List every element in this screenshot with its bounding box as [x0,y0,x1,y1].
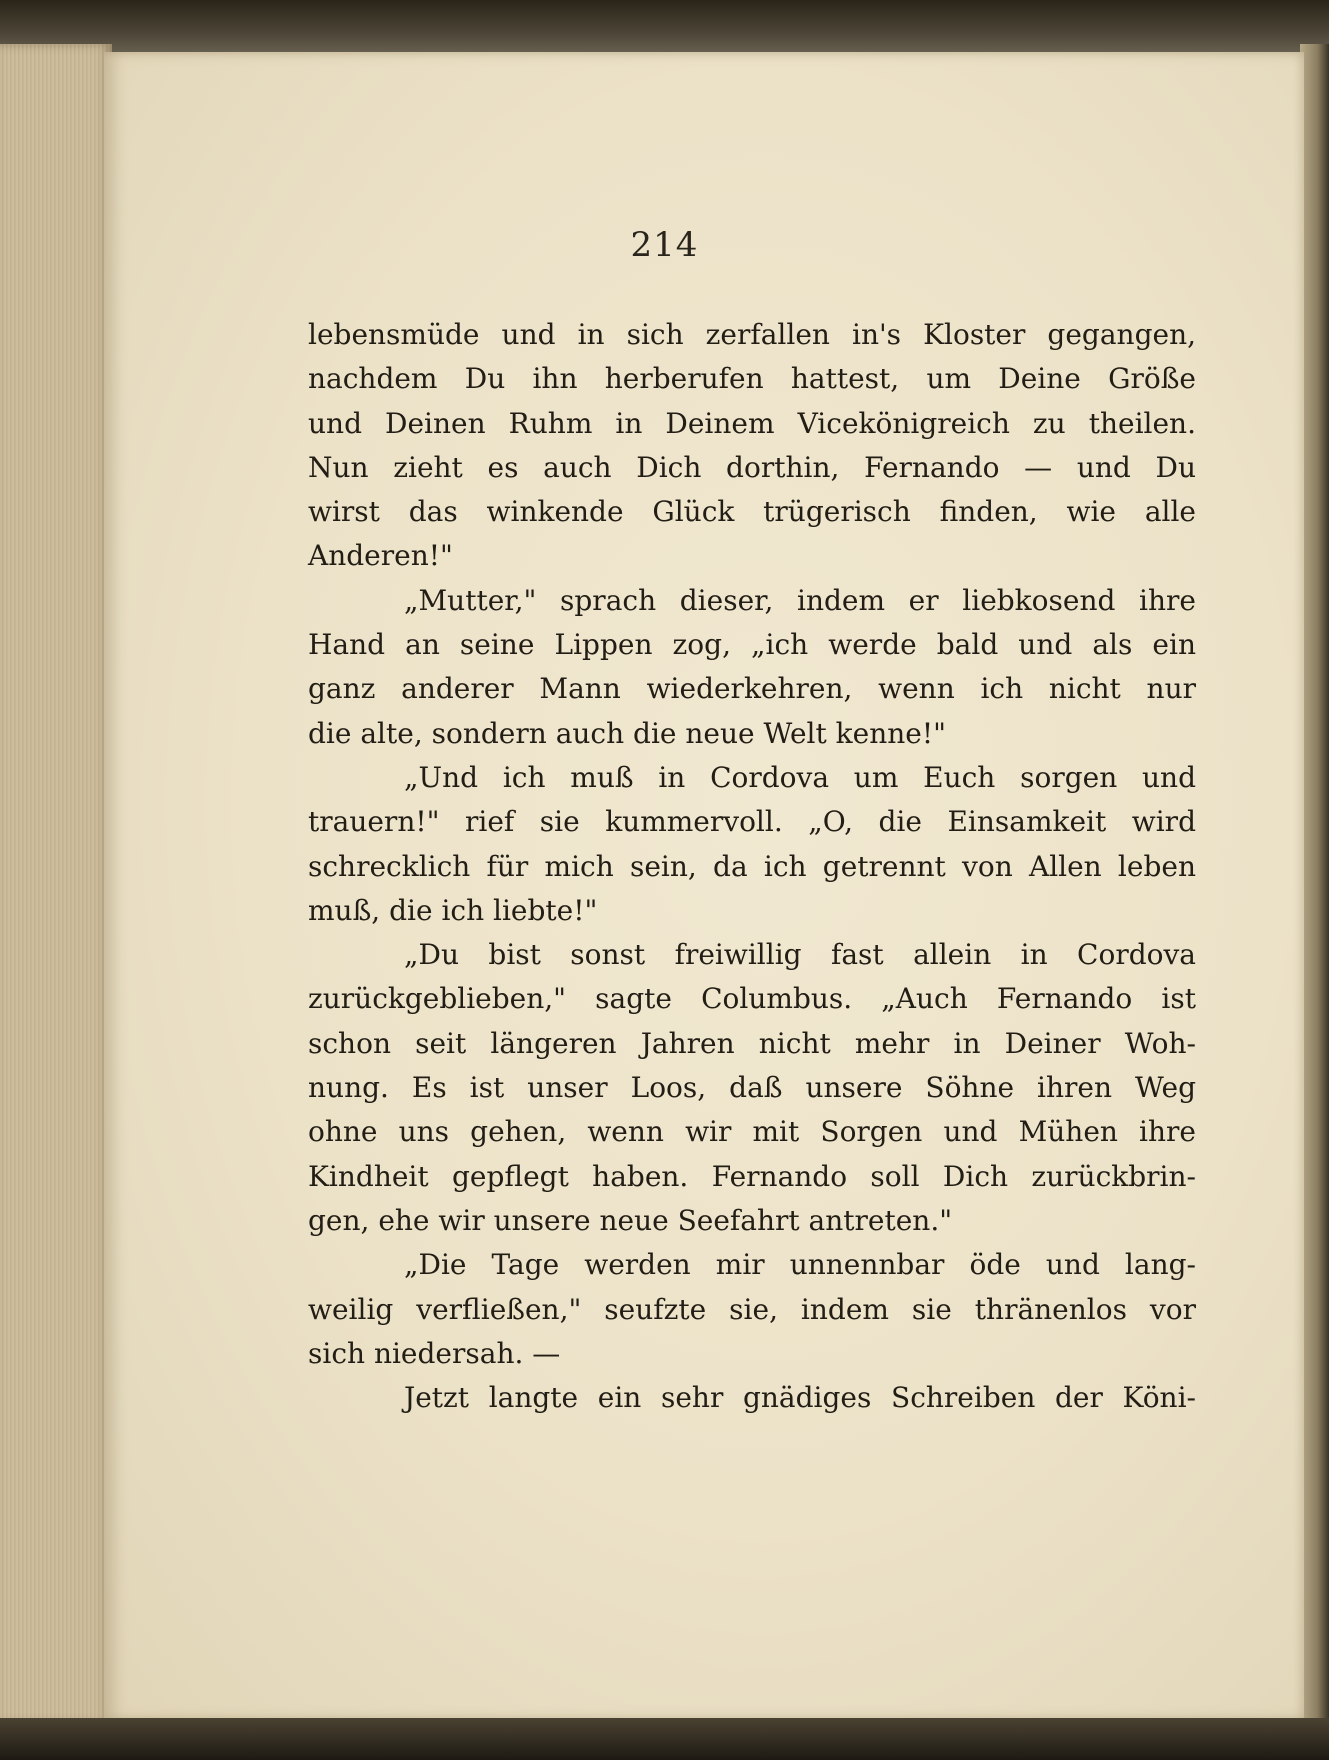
text-line: nung. Es ist unser Loos, daß unsere Söhne ihren Weg [308,1071,1196,1105]
text-line: schon seit längeren Jahren nicht mehr in Deiner Woh- [308,1026,1196,1060]
text-line: weilig verfließen," seufzte sie, indem sie thränenlos vor [308,1292,1196,1326]
text-line: gen, ehe wir unsere neue Seefahrt antreten." [308,1203,953,1237]
text-line: lebensmüde und in sich zerfallen in's Kloster gegangen, [308,318,1196,351]
text-line: schrecklich für mich sein, da ich getrennt von Allen leben [308,849,1196,883]
page-stack-edge [0,44,112,1724]
book-right-edge [1300,44,1329,1724]
page-number: 214 [630,225,699,265]
text-line: „Und ich muß in Cordova um Euch sorgen und [404,760,1196,794]
body-text [308,313,1196,1420]
text-line: wirst das winkende Glück trügerisch finden, wie alle [308,495,1196,529]
book-bottom-edge [0,1718,1329,1760]
text-line: nachdem Du ihn herberufen hattest, um Deine Größe [308,362,1196,396]
text-line: Nun zieht es auch Dich dorthin, Fernando — und Du [308,450,1196,484]
text-line: Anderen!" [308,539,453,573]
text-line: „Die Tage werden mir unnennbar öde und lang- [404,1248,1196,1282]
text-line: ganz anderer Mann wiederkehren, wenn ich nicht nur [308,672,1196,706]
text-line: und Deinen Ruhm in Deinem Vicekönigreich zu theilen. [308,406,1196,440]
text-line: trauern!" rief sie kummervoll. „O, die Einsamkeit wird [308,805,1196,839]
book-top-edge [0,0,1329,58]
text-line: „Mutter," sprach dieser, indem er liebkosend ihre [404,583,1196,617]
text-line: sich niedersah. — [308,1336,561,1370]
text-line: ohne uns gehen, wenn wir mit Sorgen und Mühen ihre [308,1115,1196,1149]
text-line: muß, die ich liebte!" [308,893,598,927]
text-line: „Du bist sonst freiwillig fast allein in Cordova [404,938,1196,972]
text-line: Hand an seine Lippen zog, „ich werde bald und als ein [308,628,1196,662]
text-line: zurückgeblieben," sagte Columbus. „Auch Fernando ist [308,982,1196,1016]
text-line: die alte, sondern auch die neue Welt kenne!" [308,716,946,750]
text-line: Jetzt langte ein sehr gnädiges Schreiben der Köni- [404,1381,1196,1415]
text-line: Kindheit gepflegt haben. Fernando soll Dich zurückbrin- [308,1159,1196,1193]
